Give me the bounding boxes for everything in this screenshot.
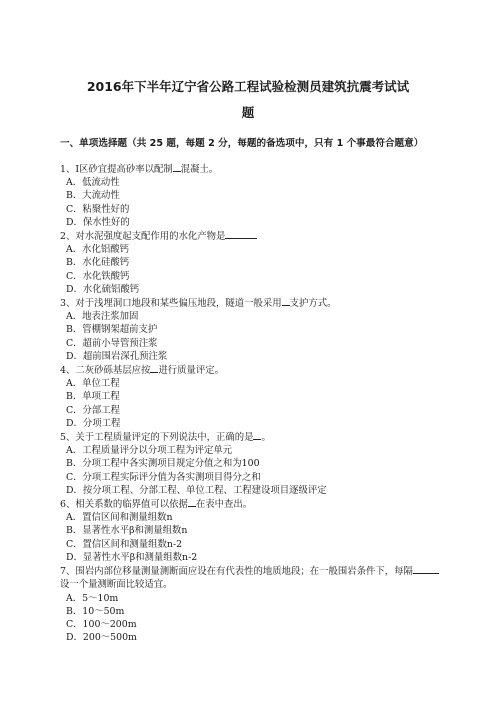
answer-blank — [413, 564, 439, 574]
option: C．分部工程 — [66, 404, 121, 416]
option: C．置信区间和测量组数n-2 — [66, 538, 183, 550]
option: B．水化硅酸钙 — [66, 257, 130, 269]
question-5: 5、关于工程质量评定的下列说法中，正确的是 。 — [60, 432, 271, 444]
answer-blank — [188, 497, 196, 507]
question-2: 2、对水泥强度起支配作用的水化产物是 — [60, 229, 444, 243]
option: B．单项工程 — [66, 391, 120, 403]
option: C．100～200m — [66, 618, 137, 630]
question-list — [60, 162, 444, 644]
question-1: 1、I区砂宜提高砂率以配制 混凝土。 — [60, 164, 219, 175]
answer-blank — [225, 229, 257, 239]
option: B．管棚钢架超前支护 — [66, 324, 158, 336]
option: A．水化铝酸钙 — [66, 244, 130, 256]
option: A．工程质量评分以分项工程为评定单元 — [66, 445, 233, 457]
option: D．按分项工程、分部工程、单位工程、工程建设项目逐级评定 — [66, 484, 327, 496]
option: D．200～500m — [66, 632, 137, 644]
question-7: 7、围岩内部位移量测量测断面应设在有代表性的地质地段；在一般围岩条件下，每隔设一个量测断面比较适宜。 — [60, 564, 444, 591]
question-3: 3、对于浅埋洞口地段和某些偏压地段，隧道一般采用 支护方式。 — [60, 298, 337, 310]
option: B．大流动性 — [66, 190, 120, 202]
question-4: 4、二灰砂砾基层应按 进行质量评定。 — [60, 365, 224, 377]
question-6: 6、相关系数的临界值可以依据 在表中查出。 — [60, 499, 253, 511]
option: C．超前小导管预注浆 — [66, 337, 158, 349]
option: C．粘聚性好的 — [66, 203, 130, 215]
option: D．保水性好的 — [66, 216, 130, 228]
option: A．地表注浆加固 — [66, 311, 139, 323]
option: D．超前围岩深孔预注浆 — [66, 350, 168, 362]
option: A．5～10m — [66, 592, 119, 604]
option: B．10～50m — [66, 605, 125, 617]
section-heading: 一、单项选择题（共 25 题，每题 2 分，每题的备选项中，只有 1 个事最符合题意） — [60, 138, 424, 149]
option: B．显著性水平β和测量组数n — [66, 525, 188, 537]
answer-blank — [282, 296, 290, 306]
option: C．水化铁酸钙 — [66, 270, 130, 282]
option: A．置信区间和测量组数n — [66, 512, 173, 524]
option: A．单位工程 — [66, 378, 120, 390]
option: D．水化硫铝酸钙 — [66, 283, 140, 295]
answer-blank — [173, 162, 181, 172]
option: D．显著性水平β和测量组数n-2 — [66, 551, 198, 563]
doc-title-line1: 2016年下半年辽宁省公路工程试验检测员建筑抗震考试试 — [86, 79, 410, 94]
doc-title-line2: 题 — [241, 105, 255, 120]
option: C．分项工程实际评分值为各实测项目得分之和 — [66, 471, 261, 483]
option: D．分项工程 — [66, 417, 121, 429]
option: B．分项工程中各实测项目规定分值之和为100 — [66, 458, 260, 470]
option: A．低流动性 — [66, 177, 120, 189]
